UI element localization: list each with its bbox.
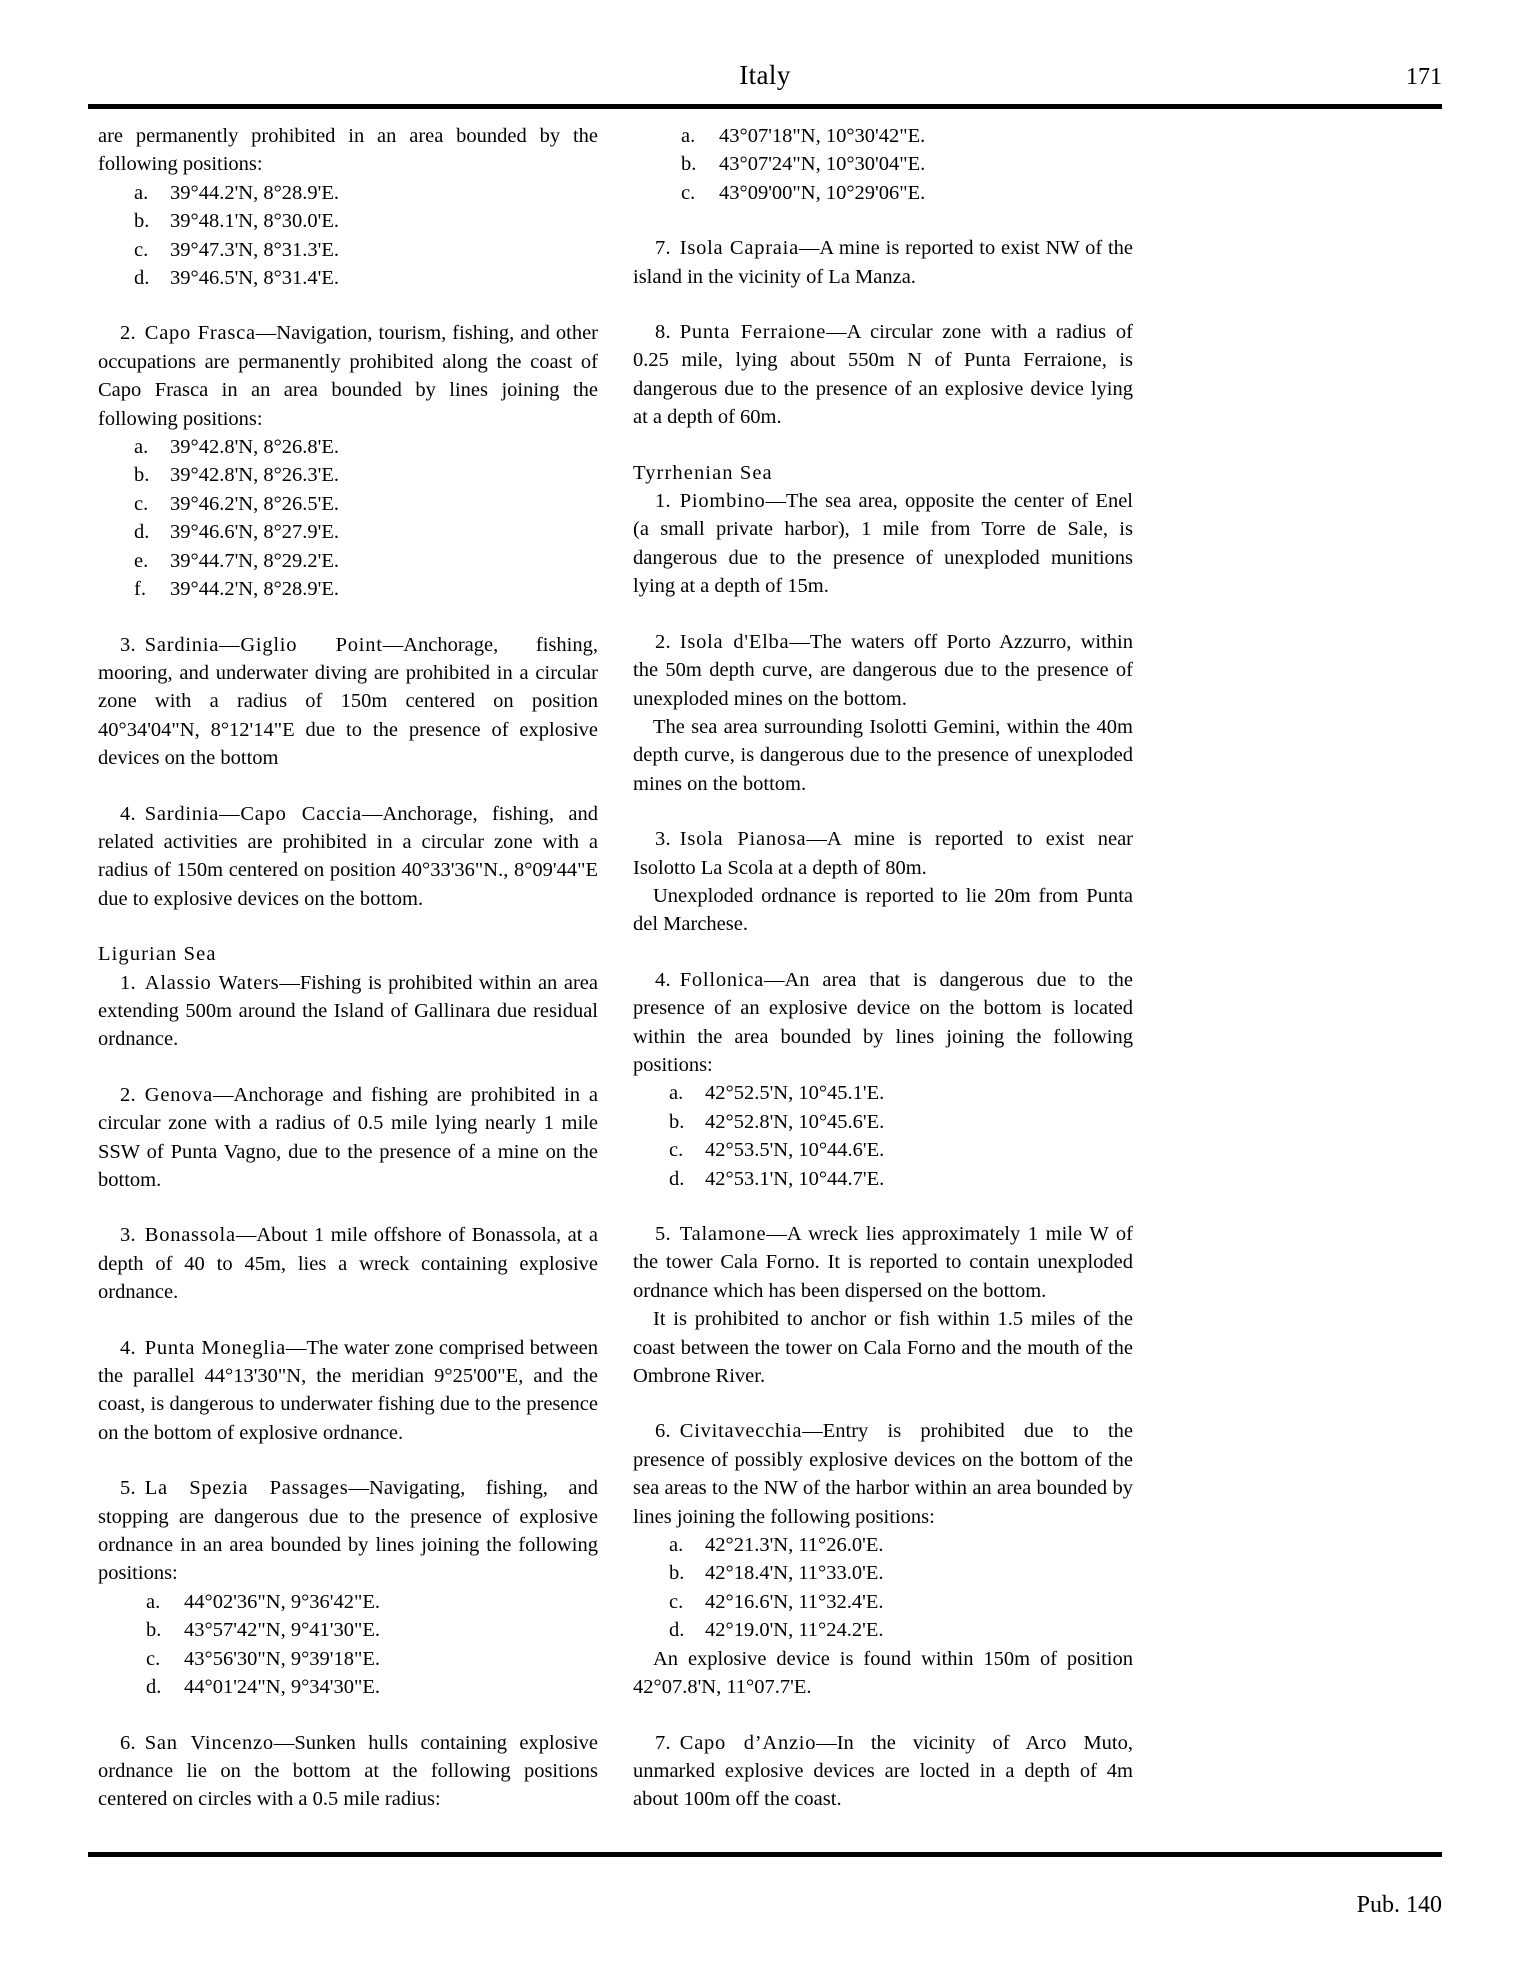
page-header <box>88 58 1442 104</box>
entry-sardinia-giglio-point <box>98 631 598 773</box>
entry-number: 7. <box>655 1731 671 1754</box>
paragraph-spacer <box>633 291 1133 318</box>
entry-body: —Navigation, tourism, fishing, and other occupations are permanently prohibited along the coast of Capo Frasca in an area bounded by lines joining the following positions: <box>98 322 598 430</box>
entry-number: 3. <box>120 633 136 656</box>
coord-label: a. <box>134 436 149 459</box>
paragraph-spacer <box>98 1307 598 1334</box>
entry-body: —The waters off Porto Azzurro, within the 50m depth curve, are dangerous due to the presence of unexploded mines on the bottom. <box>633 630 1133 710</box>
list-item <box>633 1531 1133 1559</box>
entry-isola-delba-continued: The sea area surrounding Isolotti Gemini, within the 40m depth curve, is dangerous due to the presence of unexploded mines on the bottom. <box>633 715 1133 795</box>
entry-body: —In the vicinity of Arco Muto, unmarked explosive devices are locted in a depth of 4m about 100m off the coast. <box>633 1731 1133 1811</box>
entry-name: San Vincenzo <box>144 1731 274 1754</box>
list-item <box>98 236 598 264</box>
list-item <box>633 1588 1133 1616</box>
entry-piombino <box>633 487 1133 601</box>
list-item <box>98 490 598 518</box>
coord-label: a. <box>681 125 696 147</box>
entry-capo-danzio <box>633 1729 1133 1814</box>
entry-number: 5. <box>120 1477 136 1500</box>
coord-value: 44°01'24"N, 9°34'30"E. <box>184 1676 380 1699</box>
entry-sardinia-capo-caccia <box>98 800 598 914</box>
entry-body: —Navigating, fishing, and stopping are dangerous due to the presence of explosive ordnance in an area bounded by lines joining the following positions: <box>98 1477 598 1585</box>
entry-name: Bonassola <box>144 1224 236 1247</box>
entry-body: —Entry is prohibited due to the presence of possibly explosive devices on the bottom of the sea areas to the NW of the harbor within an area bounded by lines joining the following positions: <box>633 1420 1133 1528</box>
entry-body: —About 1 mile offshore of Bonassola, at a depth of 40 to 45m, lies a wreck containing explosive ordnance. <box>98 1224 598 1304</box>
coordinate-list-san-vincenzo <box>633 122 1133 207</box>
coord-label: d. <box>134 521 150 544</box>
entry-name: Sardinia—Capo Caccia <box>144 802 363 825</box>
paragraph-spacer <box>633 939 1133 966</box>
entry-number: 4. <box>120 1336 136 1359</box>
entry-alassio-waters <box>98 969 598 1054</box>
coord-value: 43°57'42"N, 9°41'30"E. <box>184 1619 380 1642</box>
coord-label: a. <box>669 1082 684 1105</box>
paragraph-spacer <box>98 913 598 940</box>
entry-name: Isola Pianosa <box>679 828 807 851</box>
section-heading-ligurian-sea: Ligurian Sea <box>98 943 217 966</box>
entry-number: 5. <box>655 1223 671 1245</box>
entry-talamone <box>633 1220 1133 1305</box>
entry-number: 2. <box>120 322 136 345</box>
entry-body: —The sea area, opposite the center of Enel (a small private harbor), 1 mile from Torre de Sale, is dangerous due to the presence of unexploded munitions lying at a depth of 15m. <box>633 490 1133 598</box>
coord-label: a. <box>134 181 149 204</box>
entry-number: 3. <box>655 828 671 851</box>
paragraph-spacer <box>98 292 598 319</box>
coord-value: 39°44.2'N, 8°28.9'E. <box>170 181 339 204</box>
coord-label: b. <box>146 1619 162 1642</box>
list-item <box>98 461 598 489</box>
entry-la-spezia-passages <box>98 1474 598 1588</box>
list-item <box>633 1108 1133 1136</box>
entry-name: Talamone <box>679 1223 767 1245</box>
left-column <box>98 122 598 1814</box>
coord-value: 43°07'24"N, 10°30'04"E. <box>719 153 926 176</box>
paragraph-spacer <box>98 604 598 631</box>
coord-value: 42°52.5'N, 10°45.1'E. <box>705 1082 885 1105</box>
coord-value: 39°47.3'N, 8°31.3'E. <box>170 238 339 261</box>
entry-number: 6. <box>655 1420 671 1443</box>
entry-number: 4. <box>120 802 136 825</box>
entry-genova <box>98 1081 598 1195</box>
list-item <box>98 1645 598 1673</box>
header-rule <box>88 104 1442 109</box>
entry-talamone-continued: It is prohibited to anchor or fish within 1.5 miles of the coast between the tower on Cala Forno and the mouth of the Ombrone River. <box>633 1308 1133 1388</box>
paragraph-spacer <box>633 798 1133 825</box>
coord-label: b. <box>134 210 150 233</box>
coord-value: 39°42.8'N, 8°26.3'E. <box>170 464 339 487</box>
entry-body: —A mine is reported to exist near Isolotto La Scola at a depth of 80m. <box>633 828 1133 879</box>
coord-value: 39°48.1'N, 8°30.0'E. <box>170 210 339 233</box>
coord-label: a. <box>146 1590 161 1613</box>
coordinate-list-continuation <box>98 179 598 293</box>
entry-name: Capo d’Anzio <box>679 1731 817 1754</box>
entry-body: —Anchorage, fishing, and related activities are prohibited in a circular zone with a radius of 150m centered on position 40°33'36"N., 8°09'44"E due to explosive devices on the bottom. <box>98 802 598 910</box>
coord-label: d. <box>134 267 150 290</box>
coord-label: b. <box>669 1562 685 1585</box>
entry-body: —A circular zone with a radius of 0.25 mile, lying about 550m N of Punta Ferraione, is dangerous due to the presence of an explosive device lying at a depth of 60m. <box>633 321 1134 429</box>
section-heading-tyrrhenian-sea: Tyrrhenian Sea <box>633 461 773 484</box>
list-item <box>633 1136 1133 1164</box>
list-item <box>98 179 598 207</box>
list-item <box>98 1673 598 1701</box>
paragraph-spacer <box>633 432 1133 459</box>
coord-value: 42°18.4'N, 11°33.0'E. <box>705 1562 884 1585</box>
coordinate-list-capo-frasca <box>98 433 598 603</box>
list-item <box>98 207 598 235</box>
coord-label: e. <box>134 549 149 572</box>
page-title: Italy <box>739 60 791 90</box>
entry-body: —The water zone comprised between the parallel 44°13'30"N, the meridian 9°25'00"E, and the coast, is dangerous to underwater fishing due to the presence on the bottom of explosive ordnance. <box>98 1336 598 1444</box>
entry-name: La Spezia Passages <box>144 1477 349 1500</box>
list-item <box>633 1616 1133 1644</box>
coord-label: d. <box>146 1676 162 1699</box>
entry-body: —A mine is reported to exist NW of the island in the vicinity of La Manza. <box>633 237 1133 288</box>
entry-number: 1. <box>120 971 136 994</box>
list-item <box>98 547 598 575</box>
page-number: 171 <box>1406 64 1442 90</box>
list-item <box>98 575 598 603</box>
paragraph-spacer <box>98 1702 598 1729</box>
coord-value: 42°52.8'N, 10°45.6'E. <box>705 1110 885 1133</box>
paragraph-spacer <box>633 207 1133 234</box>
coord-value: 42°53.5'N, 10°44.6'E. <box>705 1139 885 1162</box>
coord-value: 42°16.6'N, 11°32.4'E. <box>705 1590 884 1613</box>
entry-isola-pianosa-continued: Unexploded ordnance is reported to lie 20m from Punta del Marchese. <box>633 884 1133 936</box>
footer-publication: Pub. 140 <box>1356 1892 1442 1918</box>
paragraph-spacer <box>98 1054 598 1081</box>
entry-isola-pianosa <box>633 825 1133 882</box>
paragraph-spacer <box>633 1702 1133 1729</box>
coordinate-list-la-spezia <box>98 1588 598 1702</box>
entry-number: 2. <box>120 1083 136 1106</box>
coord-label: c. <box>134 492 149 515</box>
entry-number: 3. <box>120 1224 136 1247</box>
entry-name: Punta Ferraione <box>679 321 827 344</box>
list-item <box>633 150 1133 178</box>
coord-label: f. <box>134 578 146 601</box>
entry-number: 8. <box>655 321 671 344</box>
coord-value: 39°46.6'N, 8°27.9'E. <box>170 521 339 544</box>
coord-value: 42°19.0'N, 11°24.2'E. <box>705 1619 884 1642</box>
entry-name: Sardinia—Giglio Point <box>144 633 383 656</box>
entry-name: Isola d'Elba <box>679 630 790 653</box>
entry-number: 4. <box>655 968 671 991</box>
coord-label: d. <box>669 1619 685 1642</box>
coord-label: c. <box>134 238 149 261</box>
coord-label: c. <box>669 1139 684 1162</box>
coord-value: 39°46.2'N, 8°26.5'E. <box>170 492 339 515</box>
list-item <box>633 1559 1133 1587</box>
entry-isola-capraia <box>633 234 1133 291</box>
entry-san-vincenzo <box>98 1729 598 1814</box>
list-item <box>98 1616 598 1644</box>
coord-value: 44°02'36"N, 9°36'42"E. <box>184 1590 380 1613</box>
coord-value: 39°46.5'N, 8°31.4'E. <box>170 267 339 290</box>
coord-value: 42°53.1'N, 10°44.7'E. <box>705 1167 885 1190</box>
entry-punta-ferraione <box>633 318 1133 432</box>
entry-body: —Anchorage and fishing are prohibited in a circular zone with a radius of 0.5 mile lying nearly 1 mile SSW of Punta Vagno, due to the presence of a mine on the bottom. <box>98 1083 598 1191</box>
coordinate-list-follonica <box>633 1079 1133 1193</box>
entry-number: 6. <box>120 1731 136 1754</box>
entry-name: Piombino <box>679 490 766 513</box>
paragraph-spacer <box>633 601 1133 628</box>
list-item <box>98 433 598 461</box>
coord-label: a. <box>669 1534 684 1557</box>
entry-body: —A wreck lies approximately 1 mile W of the tower Cala Forno. It is reported to contain unexploded ordnance which has been dispersed on the bottom. <box>633 1223 1133 1302</box>
entry-body: —An area that is dangerous due to the presence of an explosive device on the bottom is located within the area bounded by lines joining the following positions: <box>633 968 1133 1076</box>
two-column-body <box>88 122 1442 1842</box>
coord-value: 43°07'18"N, 10°30'42"E. <box>719 125 926 147</box>
coord-label: d. <box>669 1167 685 1190</box>
entry-name: Civitavecchia <box>679 1420 803 1443</box>
coord-value: 39°44.7'N, 8°29.2'E. <box>170 549 339 572</box>
paragraph-spacer <box>98 1194 598 1221</box>
entry-number: 7. <box>655 237 671 260</box>
paragraph-spacer <box>98 773 598 800</box>
entry-name: Isola Capraia <box>679 237 799 260</box>
entry-name: Punta Moneglia <box>144 1336 286 1359</box>
entry-punta-moneglia <box>98 1334 598 1448</box>
coord-label: c. <box>681 181 696 204</box>
coord-label: b. <box>134 464 150 487</box>
entry-body: —Sunken hulls containing explosive ordnance lie on the bottom at the following positions centered on circles with a 0.5 mile radius: <box>98 1731 598 1811</box>
entry-civitavecchia-continued: An explosive device is found within 150m of position 42°07.8'N, 11°07.7'E. <box>633 1647 1133 1699</box>
list-item <box>98 1588 598 1616</box>
entry-civitavecchia <box>633 1417 1133 1531</box>
entry-name: Genova <box>144 1083 214 1106</box>
paragraph-spacer <box>98 1447 598 1474</box>
list-item <box>98 518 598 546</box>
entry-name: Alassio Waters <box>144 971 280 994</box>
coord-label: c. <box>146 1647 161 1670</box>
right-column <box>633 122 1133 1814</box>
entry-capo-frasca <box>98 319 598 433</box>
coord-value: 39°42.8'N, 8°26.8'E. <box>170 436 339 459</box>
list-item <box>633 1165 1133 1193</box>
paragraph-spacer <box>633 1193 1133 1220</box>
paragraph-continuation: are permanently prohibited in an area bounded by the following positions: <box>98 125 598 176</box>
coord-value: 43°09'00"N, 10°29'06"E. <box>719 181 926 204</box>
entry-isola-delba <box>633 628 1133 713</box>
entry-name: Follonica <box>679 968 764 991</box>
paragraph-spacer <box>633 1390 1133 1417</box>
list-item <box>98 264 598 292</box>
coord-value: 43°56'30"N, 9°39'18"E. <box>184 1647 380 1670</box>
coord-value: 42°21.3'N, 11°26.0'E. <box>705 1534 884 1557</box>
coordinate-list-civitavecchia <box>633 1531 1133 1645</box>
coord-value: 39°44.2'N, 8°28.9'E. <box>170 578 339 601</box>
entry-follonica <box>633 966 1133 1080</box>
footer-rule <box>88 1852 1442 1857</box>
entry-number: 1. <box>655 490 671 513</box>
coord-label: c. <box>669 1590 684 1613</box>
entry-body: —Fishing is prohibited within an area extending 500m around the Island of Gallinara due residual ordnance. <box>98 971 598 1051</box>
list-item <box>633 179 1133 207</box>
coord-label: b. <box>669 1110 685 1133</box>
entry-body: —Anchorage, fishing, mooring, and underwater diving are prohibited in a circular zone with a radius of 150m centered on position 40°34'04"N, 8°12'14"E due to the presence of explosive devices on the bottom <box>98 633 598 770</box>
entry-number: 2. <box>655 630 671 653</box>
list-item <box>633 122 1133 150</box>
coord-label: b. <box>681 153 697 176</box>
entry-name: Capo Frasca <box>144 322 256 345</box>
entry-bonassola <box>98 1221 598 1306</box>
list-item <box>633 1079 1133 1107</box>
